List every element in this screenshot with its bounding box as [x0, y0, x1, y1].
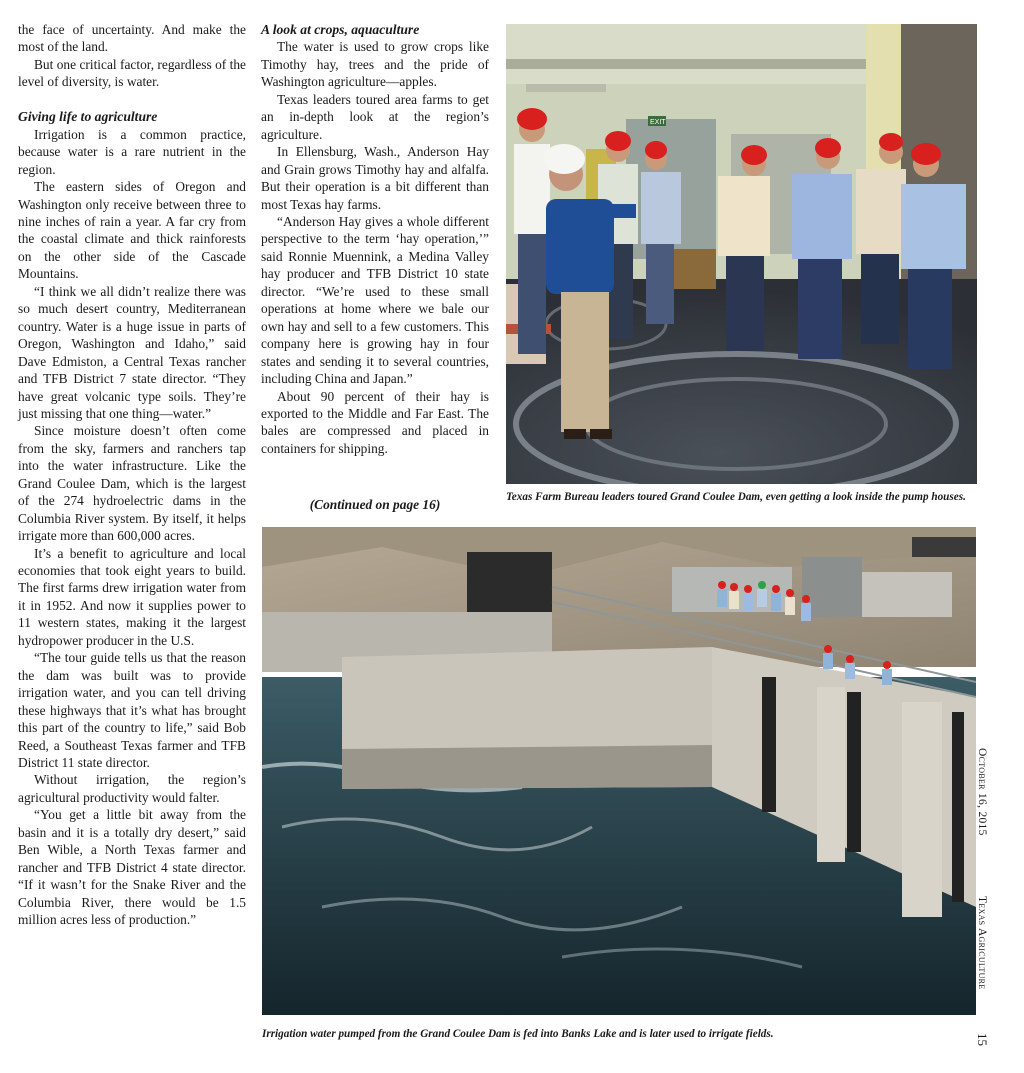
- dam-outflow-photo: [262, 527, 976, 1015]
- photo-caption: Texas Farm Bureau leaders toured Grand Coulee Dam, even getting a look inside the pump houses.: [506, 491, 966, 503]
- paragraph: But one critical factor, regardless of the level of diversity, is water.: [18, 56, 246, 90]
- section-heading: Giving life to agriculture: [18, 109, 158, 125]
- paragraph: It’s a benefit to agriculture and local economies that took eight years to build. The first farms drew irrigation water from it in 1952. And now it supplies power to 11 western states, making it the largest hydropower producer in the U.S.: [18, 545, 246, 648]
- page-number: 15: [975, 1033, 990, 1046]
- exit-sign: EXIT: [650, 119, 666, 126]
- article-column-2: [261, 21, 489, 457]
- paragraph: Since moisture doesn’t often come from the sky, farmers and ranchers tap into the water infrastructure. Like the Grand Coulee Dam, which is the largest of the 274 hydroelectric dams in the Columbia River system. By itself, it helps irrigate more than 600,000 acres.: [18, 423, 246, 544]
- paragraph: “You get a little bit away from the basin and it is a totally dry desert,” said Ben Wible, a North Texas farmer and rancher and TFB District 4 state director. “If it wasn’t for the Snake River and the Columbia River, there would be 1.5 million acres less of production.”: [18, 807, 246, 928]
- paragraph: About 90 percent of their hay is exported to the Middle and Far East. The bales are compressed and placed in containers for shipping.: [261, 388, 489, 456]
- article-column-1: [18, 21, 246, 929]
- paragraph: Texas leaders toured area farms to get an in-depth look at the region’s agriculture.: [261, 91, 489, 142]
- continued-note: (Continued on page 16): [309, 497, 441, 512]
- paragraph: “The tour guide tells us that the reason the dam was built was to provide irrigation water, and you can tell driving these highways that it’s what has brought this part of the country to life,” said Bob Reed, a Southeast Texas farmer and TFB District 11 state director.: [18, 650, 246, 771]
- paragraph: The water is used to grow crops like Timothy hay, trees and the pride of Washington agriculture—apples.: [261, 39, 489, 90]
- paragraph: The eastern sides of Oregon and Washington only receive between three to nine inches of rain a year. A far cry from the coastal climate and thick rainforests on the other side of the Cascade Mountains.: [18, 179, 246, 282]
- pump-house-illustration: [506, 24, 977, 484]
- paragraph: Irrigation is a common practice, because water is a rare nutrient in the region.: [18, 126, 246, 177]
- pump-house-photo: [506, 24, 977, 484]
- publication-name: Texas Agriculture: [976, 896, 988, 990]
- issue-date: October 16, 2015: [976, 748, 988, 836]
- paragraph: the face of uncertainty. And make the most of the land.: [18, 22, 246, 55]
- dam-outflow-illustration: [262, 527, 976, 1015]
- paragraph: “Anderson Hay gives a whole different perspective to the term ‘hay operation,’” said Ronnie Muennink, a Medina Valley hay producer and TFB District 10 state director. “We’re used to these small operations at home where we bale our own hay and sell to a few customers. This company here is growing hay in four states and sending it to several countries, including China and Japan.”: [261, 213, 489, 387]
- photo-caption: Irrigation water pumped from the Grand Coulee Dam is fed into Banks Lake and is later used to irrigate fields.: [262, 1028, 774, 1040]
- paragraph: “I think we all didn’t realize there was so much desert country, Mediterranean country. Water is a huge issue in parts of Oregon, Washington and Idaho,” said Dave Edmiston, a Central Texas rancher and TFB District 7 state director. “They have great volcanic type soils. They’re just missing that one thing—water.”: [18, 283, 246, 421]
- paragraph: In Ellensburg, Wash., Anderson Hay and Grain grows Timothy hay and alfalfa. But their operation is a bit different than most Texas hay farms.: [261, 144, 489, 212]
- section-heading: A look at crops, aquaculture: [261, 22, 420, 37]
- paragraph: Without irrigation, the region’s agricultural productivity would falter.: [18, 772, 246, 805]
